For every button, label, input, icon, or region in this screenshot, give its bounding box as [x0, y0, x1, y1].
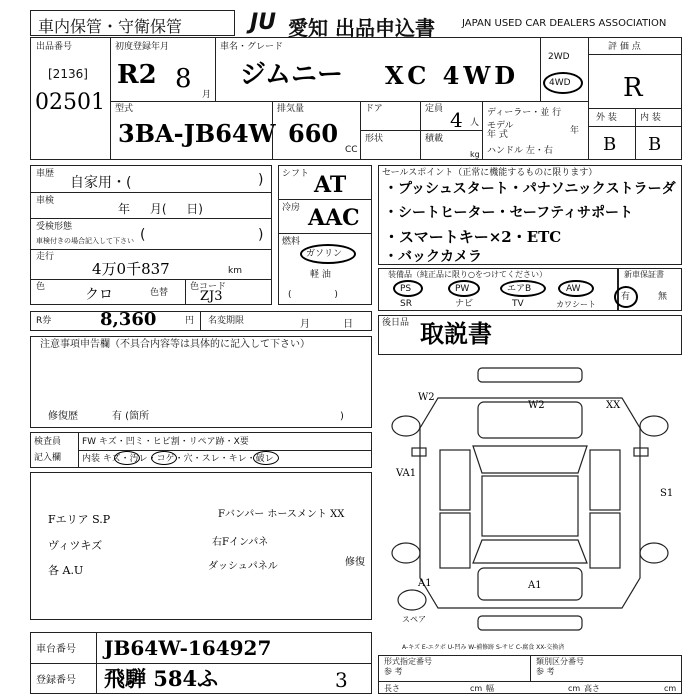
mark-va1: VA1	[396, 468, 417, 479]
cooling-label: 冷房	[282, 203, 301, 213]
lot-bracket-code: [2136]	[48, 67, 88, 81]
equip-pw: PW	[455, 284, 470, 294]
color-value: クロ	[85, 287, 113, 303]
inspector-line1: FW キズ・凹ミ・ヒビ割・リペア跡・X要	[82, 437, 249, 447]
car-damage-diagram	[378, 358, 682, 648]
lot-label: 出品番号	[36, 42, 73, 52]
displacement-label: 排気量	[277, 104, 305, 114]
acceptance-close: )	[258, 227, 264, 243]
color-label: 色	[36, 282, 46, 292]
first-reg-label: 初度登録年月	[115, 42, 170, 52]
inspector-label2: 記入欄	[34, 453, 62, 463]
first-reg-year: R2	[117, 60, 157, 90]
capacity-label: 定員	[425, 104, 444, 114]
comment-6: 各 A.U	[48, 564, 84, 577]
fuel-diesel: 軽 油	[310, 270, 331, 280]
person-unit: 人	[470, 118, 480, 128]
load-label: 積載	[425, 134, 444, 144]
usage-label: 車歴	[36, 169, 55, 179]
first-reg-month: 8	[175, 64, 192, 94]
equip-seat: カワシート	[556, 300, 596, 309]
storage-tag: 車内保管・守衛保管	[38, 17, 183, 36]
registration-suffix: 3	[335, 668, 348, 692]
exterior-grade: B	[603, 134, 617, 155]
class-ref: 参 考	[536, 667, 555, 676]
month-unit: 月	[202, 90, 212, 100]
cc-unit: CC	[345, 145, 358, 155]
selling-point-2: ・シートヒーター・セーフティサポート	[384, 205, 634, 221]
interior-label: 内 装	[640, 113, 661, 123]
height-label: 高さ	[584, 684, 600, 693]
acceptance-note: 車検付きの場合記入して下さい	[36, 237, 134, 245]
selling-points-label: セールスポイント（正常に機能するものに限ります）	[382, 168, 598, 178]
fuel-gasoline: ガソリン	[306, 249, 343, 259]
name-change-value: 月 日	[300, 319, 354, 330]
chassis-type: 3BA-JB64W	[118, 119, 276, 148]
selling-point-3: ・スマートキー×2・ETC	[384, 228, 562, 246]
usage-close: )	[258, 172, 264, 188]
equip-ps: PS	[400, 284, 412, 294]
form-title: 愛知 出品申込書	[288, 16, 435, 40]
shape-label: 形状	[365, 134, 384, 144]
mileage-value: 4万0千837	[92, 260, 170, 278]
warranty-label: 新車保証書	[624, 270, 664, 279]
doors-label: ドア	[365, 104, 383, 114]
inspector-circle-3	[253, 451, 279, 465]
length-label: 長さ	[384, 684, 400, 693]
comment-7: ダッシュパネル	[208, 561, 278, 572]
mark-a1-rear: A1	[528, 580, 542, 591]
notes-label: 注意事項申告欄（不具合内容等は具体的に記入して下さい）	[40, 339, 310, 350]
chassis-no: JB64W-164927	[104, 636, 272, 660]
comment-3: ヴィツキズ	[48, 539, 103, 552]
recycle-label: R券	[36, 316, 52, 326]
length-unit: cm	[470, 684, 483, 693]
comment-5: 修復	[345, 557, 365, 568]
selling-point-4: ・バックカメラ	[384, 249, 482, 265]
drive-2wd: 2WD	[548, 52, 570, 62]
cert-ref: 参 考	[384, 667, 403, 676]
inspection-label: 車検	[36, 196, 55, 206]
fuel-label: 燃料	[282, 237, 301, 247]
km-unit: km	[228, 266, 242, 276]
name-change-label: 名変期限	[208, 316, 245, 326]
width-unit: cm	[568, 684, 581, 693]
comment-2: Fバンパー ホースメント XX	[218, 509, 345, 520]
rating-value: R	[623, 73, 643, 103]
height-unit: cm	[664, 684, 677, 693]
equip-navi: ナビ	[455, 299, 474, 309]
usage-value: 自家用・(	[70, 175, 132, 191]
lot-number: 02501	[35, 90, 105, 115]
inspector-circle-2	[151, 451, 177, 465]
cooling-value: AAC	[308, 205, 360, 231]
cert-label: 形式指定番号	[384, 657, 432, 666]
equipment-label: 装備品（純正品に限り○をつけてください）	[388, 270, 547, 279]
registration: 飛騨 584ふ	[104, 666, 219, 691]
mark-w2-hood: W2	[528, 400, 545, 411]
registration-label: 登録番号	[36, 675, 76, 686]
acceptance-label: 受検形態	[36, 222, 73, 232]
comment-1: Fエリア S.P	[48, 513, 111, 526]
acceptance-open: (	[140, 227, 146, 243]
color-code: ZJ3	[200, 289, 223, 304]
class-label: 類別区分番号	[536, 657, 584, 666]
later-value: 取説書	[420, 319, 492, 348]
equip-aw: AW	[566, 284, 581, 294]
model-year-label: モデル	[487, 121, 514, 131]
model-year-label2: 年 式	[487, 130, 508, 140]
mileage-label: 走行	[36, 252, 55, 262]
drive-4wd: 4WD	[549, 78, 571, 88]
model-name-label: 車名・グレード	[220, 42, 284, 52]
rating-label: 評 価 点	[608, 42, 641, 52]
handle-label: ハンドル 左・右	[487, 146, 553, 156]
selling-point-1: ・プッシュスタート・パナソニックストラーダ	[384, 181, 676, 197]
dealer-label: ディーラー・並 行	[487, 108, 562, 118]
mark-a1-left: A1	[418, 578, 432, 589]
year-unit: 年	[570, 126, 580, 136]
inspector-circle-1	[114, 451, 140, 465]
ju-logo-mark: JU	[250, 10, 277, 35]
exterior-label: 外 装	[596, 113, 617, 123]
grade: XC 4WD	[385, 61, 520, 90]
history-frame	[30, 165, 272, 305]
inspector-label1: 検査員	[34, 437, 62, 447]
warranty-no: 無	[658, 292, 668, 302]
spare-label: スペア	[402, 615, 426, 624]
inspector-line2: 内装 キズ・汚レ・コゲ・穴・スレ・キレ・破レ	[82, 454, 274, 464]
color-code-label: 色コード	[190, 282, 227, 292]
mark-xx: XX	[606, 400, 621, 411]
mark-w2-left: W2	[418, 392, 435, 403]
equip-airbag: エアB	[507, 284, 532, 294]
warranty-yes: 有	[621, 292, 631, 302]
recycle-value: 8,360	[100, 309, 157, 330]
equip-sr: SR	[400, 299, 412, 309]
model-name: ジムニー	[240, 60, 343, 90]
repair-label: 修復歴	[48, 411, 78, 422]
mark-s1: S1	[660, 488, 674, 499]
later-label: 後日品	[382, 318, 410, 328]
yen-unit: 円	[185, 316, 195, 326]
diagram-legend: A-キズ E-エクボ U-凹み W-補修跡 S-サビ C-腐食 XX-交換済	[402, 644, 565, 651]
repair-value: 有 (箇所	[112, 411, 150, 422]
chassis-no-label: 車台番号	[36, 644, 76, 655]
width-label: 幅	[486, 684, 494, 693]
repair-close: )	[340, 411, 344, 422]
capacity: 4	[450, 108, 463, 132]
shift-value: AT	[314, 172, 347, 198]
color-change-label: 色替	[150, 288, 169, 298]
interior-grade: B	[648, 134, 662, 155]
fuel-other: ( )	[288, 290, 338, 300]
equip-tv: TV	[512, 299, 524, 309]
form-subtitle: JAPAN USED CAR DEALERS ASSOCIATION	[462, 18, 667, 29]
displacement: 660	[288, 119, 339, 148]
comment-4: 右Fインパネ	[212, 537, 269, 548]
kg-unit: kg	[470, 150, 480, 159]
shift-label: シフト	[282, 169, 310, 179]
inspection-value: 年 月( 日)	[118, 202, 203, 216]
chassis-type-label: 型式	[115, 104, 134, 114]
